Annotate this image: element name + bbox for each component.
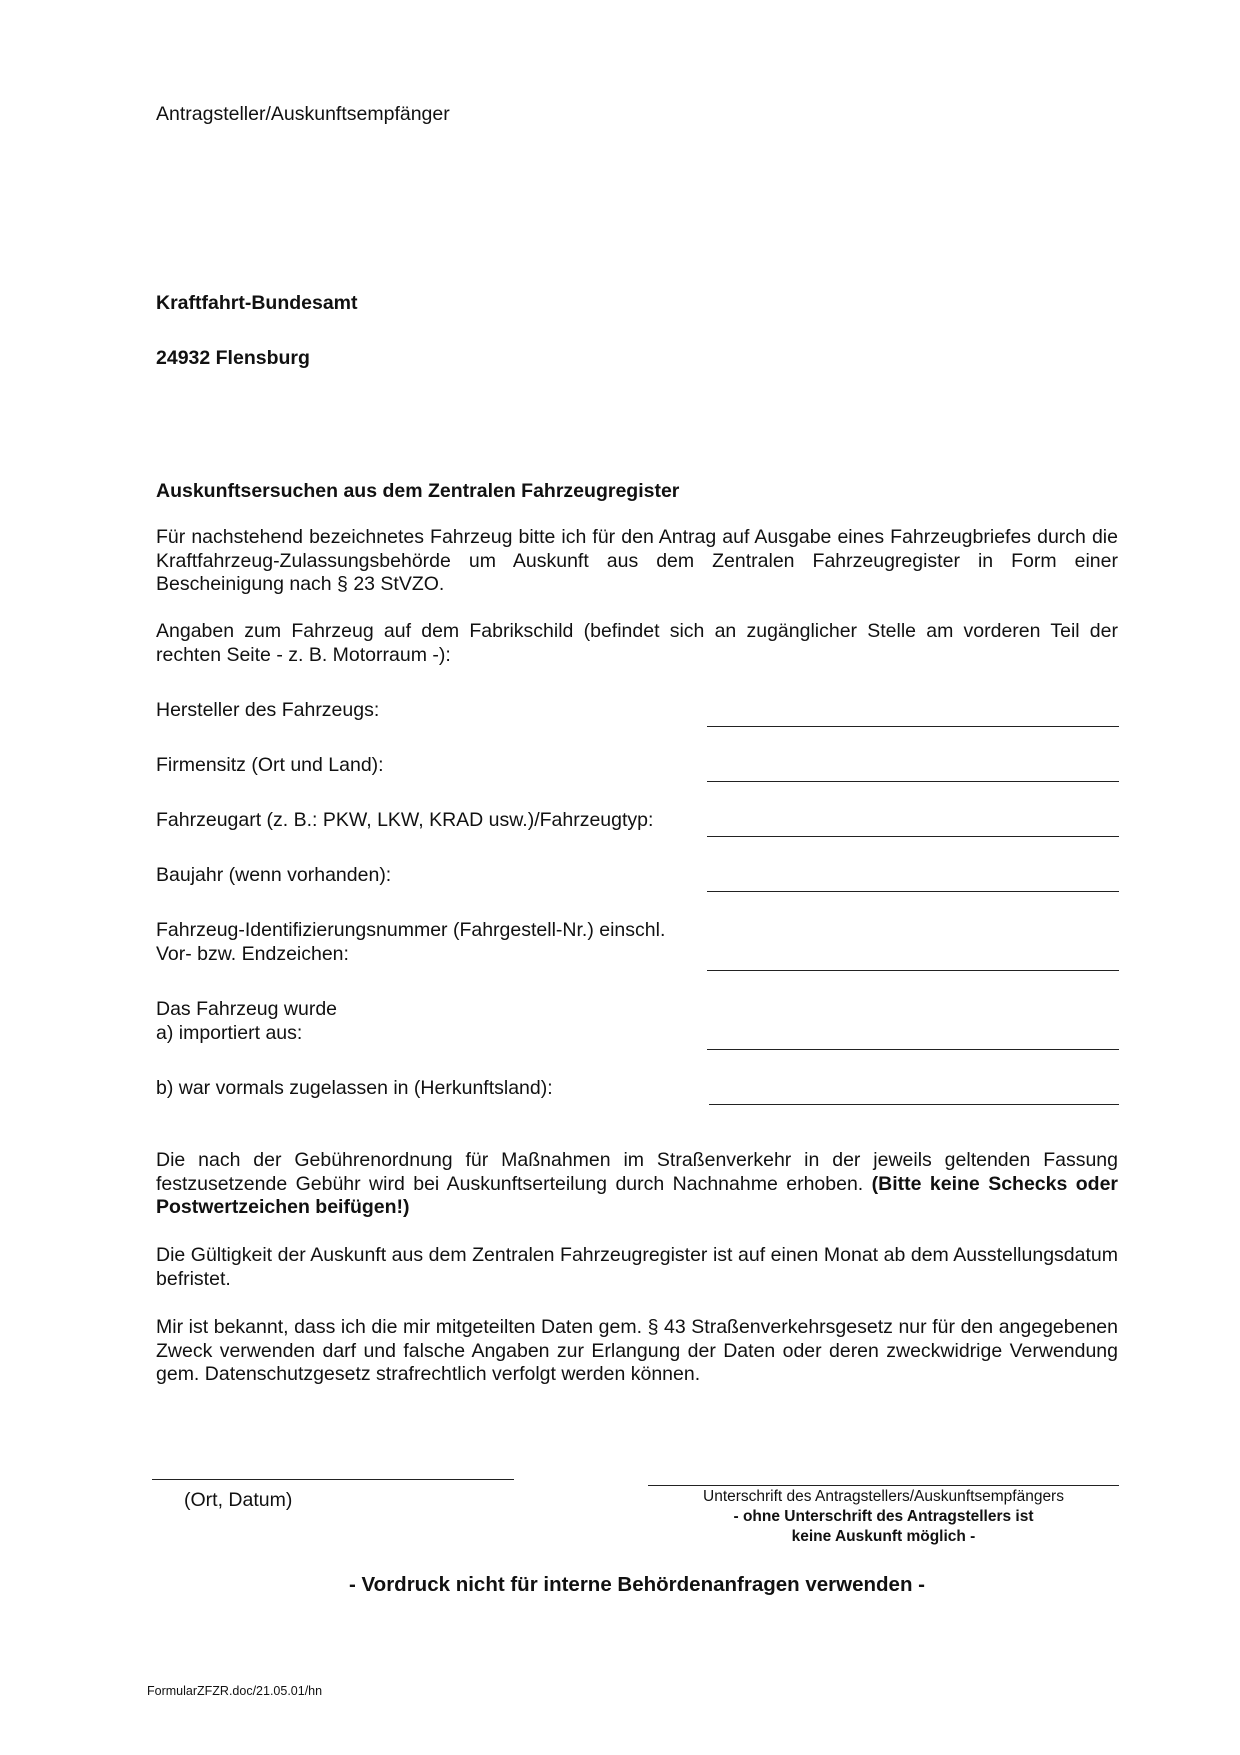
previous-registration-input-line[interactable] (709, 1104, 1119, 1105)
year-label: Baujahr (wenn vorhanden): (156, 864, 392, 886)
recipient-name: Kraftfahrt-Bundesamt (156, 292, 358, 314)
place-date-line[interactable] (152, 1479, 514, 1480)
company-seat-input-line[interactable] (707, 781, 1119, 782)
import-label-line1: Das Fahrzeug wurde (156, 998, 338, 1020)
footer-notice: - Vordruck nicht für interne Behördenanfragen verwenden - (349, 1573, 925, 1596)
form-subject: Auskunftsersuchen aus dem Zentralen Fahrzeugregister (156, 480, 680, 502)
validity-paragraph: Die Gültigkeit der Auskunft aus dem Zentralen Fahrzeugregister ist auf einen Monat ab dem Ausstellungsdatum befristet. (156, 1244, 1118, 1290)
fee-text: Die nach der Gebührenordnung für Maßnahmen im Straßenverkehr in der jeweils geltenden Fassung festzusetzende Gebühr wird bei Auskunftserteilung durch Nachnahme erhoben. (156, 1149, 1118, 1195)
file-reference: FormularZFZR.doc/21.05.01/hn (147, 1684, 323, 1698)
signature-label: Unterschrift des Antragstellers/Auskunftsempfängers (703, 1488, 1064, 1505)
privacy-paragraph: Mir ist bekannt, dass ich die mir mitgeteilten Daten gem. § 43 Straßenverkehrsgesetz nur für den angegebenen Zweck verwenden darf und falsche Angaben zur Erlangung der Daten oder deren zweckwidrige Verwendung gem. Datenschutzgesetz strafrechtlich verfolgt werden können. (156, 1316, 1118, 1385)
vin-input-line[interactable] (707, 970, 1119, 971)
company-seat-label: Firmensitz (Ort und Land): (156, 754, 384, 776)
manufacturer-label: Hersteller des Fahrzeugs: (156, 699, 380, 721)
vin-label-line1: Fahrzeug-Identifizierungsnummer (Fahrgestell-Nr.) einschl. (156, 919, 666, 941)
fee-paragraph (156, 1149, 1118, 1220)
vehicle-type-label: Fahrzeugart (z. B.: PKW, LKW, KRAD usw.)/Fahrzeugtyp: (156, 809, 654, 831)
signature-note-line2: keine Auskunft möglich - (791, 1528, 976, 1545)
recipient-address: 24932 Flensburg (156, 347, 310, 369)
vehicle-type-input-line[interactable] (707, 836, 1119, 837)
signature-line[interactable] (648, 1485, 1119, 1486)
import-label-line2: a) importiert aus: (156, 1022, 303, 1044)
place-date-label: (Ort, Datum) (184, 1489, 293, 1511)
year-input-line[interactable] (707, 891, 1119, 892)
import-input-line[interactable] (707, 1049, 1119, 1050)
intro-paragraph: Für nachstehend bezeichnetes Fahrzeug bitte ich für den Antrag auf Ausgabe eines Fahrzeugbriefes durch die Kraftfahrzeug-Zulassungsbehörde um Auskunft aus dem Zentralen Fahrzeugregister in Form einer Bescheinigung nach § 23 StVZO. (156, 526, 1118, 595)
applicant-label: Antragsteller/Auskunftsempfänger (156, 103, 450, 125)
previous-registration-label: b) war vormals zugelassen in (Herkunftsland): (156, 1077, 553, 1099)
signature-note-line1: - ohne Unterschrift des Antragstellers ist (733, 1508, 1034, 1525)
vehicle-info-paragraph: Angaben zum Fahrzeug auf dem Fabrikschild (befindet sich an zugänglicher Stelle am vorderen Teil der rechten Seite - z. B. Motorraum -): (156, 620, 1118, 666)
fee-note: (Bitte keine Schecks oder Postwertzeichen beifügen!) (156, 1172, 1119, 1218)
vin-label-line2: Vor- bzw. Endzeichen: (156, 943, 349, 965)
manufacturer-input-line[interactable] (707, 726, 1119, 727)
